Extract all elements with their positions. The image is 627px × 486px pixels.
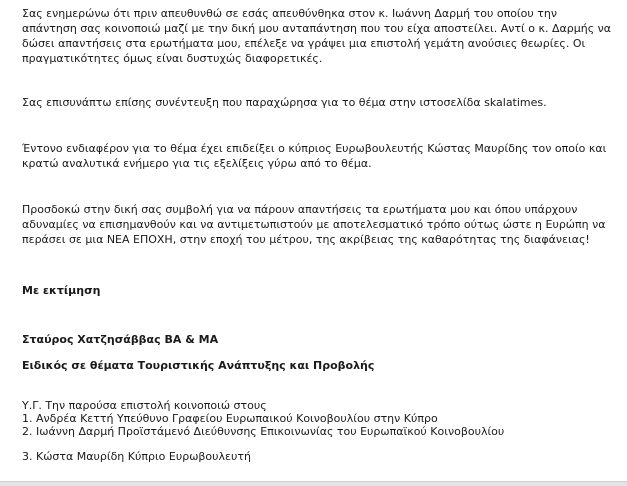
letter-paragraph-4: Προσδοκώ στην δική σας συμβολή για να πάρουν απαντήσεις τα ερωτήματα μου και όπου υπάρχουν αδυναμίες να επισημανθούν και να αντιμετωπιστούν με αποτελεσματικό τρόπο ούτως ώστε η Ευρώπη να περάσει σε μια ΝΕΑ ΕΠΟΧΗ, στην εποχή του μέτρου, της ακρίβειας της καθαρότητας της διαφάνειας!	[22, 203, 606, 246]
letter-paragraph-2: Σας επισυνάπτω επίσης συνέντευξη που παραχώρησα για το θέμα στην ιστοσελίδα skalatimes.	[22, 96, 547, 109]
postscript-heading: Υ.Γ. Την παρούσα επιστολή κοινοποιώ στους	[22, 399, 267, 412]
bottom-divider	[0, 481, 627, 486]
signature-name: Σταύρος Χατζησάββας ΒΑ & ΜΑ	[22, 333, 219, 346]
postscript-item: 1. Ανδρέα Κεττή Υπεύθυνο Γραφείου Ευρωπαικού Κοινοβουλίου στην Κύπρο	[22, 412, 438, 425]
postscript-item: 2. Ιωάννη Δαρμή Προϊστάμενό Διεύθυνσης Επικοινωνίας του Ευρωπαϊκού Κοινοβουλίου	[22, 425, 505, 438]
signature-title: Ειδικός σε θέματα Τουριστικής Ανάπτυξης και Προβολής	[22, 359, 375, 372]
letter-body	[22, 6, 612, 463]
letter-paragraph-1: Σας ενημερώνω ότι πριν απευθυνθώ σε εσάς απευθύνθηκα στον κ. Ιωάννη Δαρμή του οποίου την απάντηση σας κοινοποιώ μαζί με την δική μου ανταπάντηση που του είχα αποστείλει. Αντί ο κ. Δαρμής να δώσει απαντήσεις στα ερωτήματα μου, επέλεξε να γράψει μια επιστολή γεμάτη ανούσιες θεωρίες. Οι πραγματικότητες όμως είναι δυστυχώς διαφορετικές.	[22, 7, 612, 65]
closing-salutation: Με εκτίμηση	[22, 284, 101, 297]
letter-paragraph-3: Έντονο ενδιαφέρον για το θέμα έχει επιδείξει ο κύπριος Ευρωβουλευτής Κώστας Μαυρίδης τον οποίο και κρατώ αναλυτικά ενήμερο για τις εξελίξεις γύρω από το θέμα.	[22, 142, 607, 170]
postscript-item: 3. Κώστα Μαυρίδη Κύπριο Ευρωβουλευτή	[22, 450, 251, 463]
postscript	[22, 399, 612, 438]
